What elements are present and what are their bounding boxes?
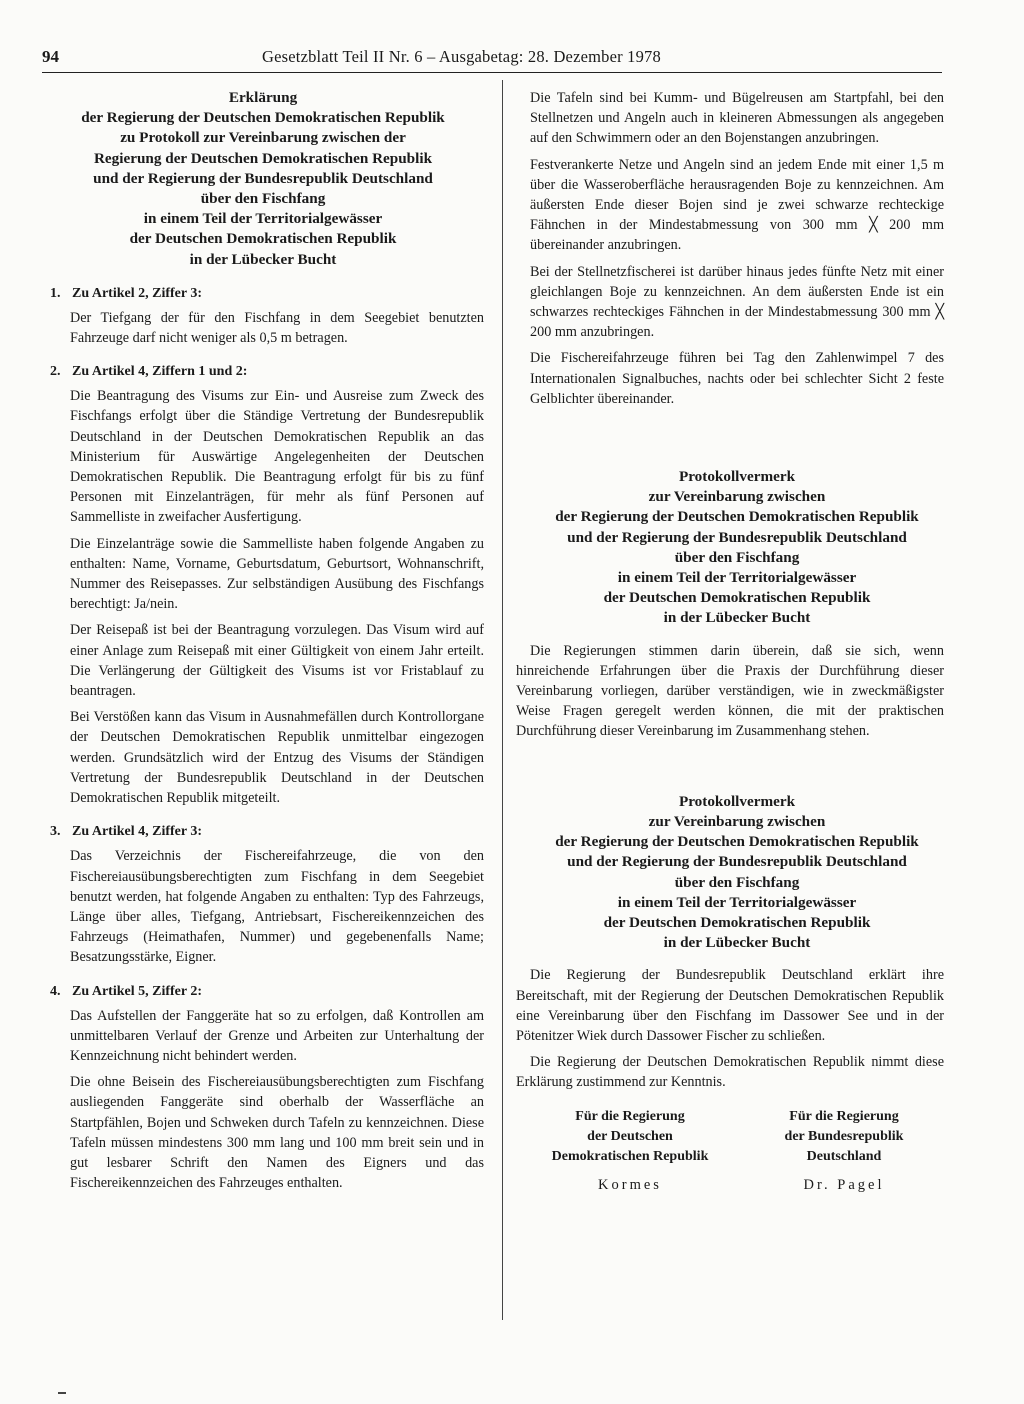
title-line: Regierung der Deutschen Demokratischen Republik [93,149,433,167]
paragraph: Der Reisepaß ist bei der Beantragung vorzulegen. Das Visum wird auf einer Anlage zum Reisepaß mit einer Gültigkeit von einem Jahr erteilt. Die Verlängerung der Gültigkeit des Visums ist vor Fristablauf zu beantragen. [70,622,484,700]
title-line: über den Fischfang [674,873,800,891]
header-rule [42,72,942,73]
paragraph: Der Tiefgang der für den Fischfang in dem Seegebiet benutzten Fahrzeuge darf nicht weniger als 0,5 m betragen. [70,309,484,347]
paragraph: Die Tafeln sind bei Kumm- und Bügelreusen am Startpfahl, bei den Stellnetzen und Angeln auch in kleineren Abmessungen als angegeben auf den Schwimmern oder an den Bojenstangen anzubringen. [530,90,944,147]
title-line: zu Protokoll zur Vereinbarung zwischen der [120,129,406,147]
gazette-title: Gesetzblatt Teil II Nr. 6 – Ausgabetag: 28. Dezember 1978 [262,47,661,66]
declaration-title [42,88,484,270]
paragraph: Die Fischereifahrzeuge führen bei Tag den Zahlenwimpel 7 des Internationalen Signalbuches, nachts oder bei schlechter Sicht 2 feste Gelblichter übereinander. [530,350,944,407]
title-line: der Regierung der Deutschen Demokratischen Republik [81,109,445,127]
paragraph: Die Einzelanträge sowie die Sammelliste haben folgende Angaben zu enthalten: Name, Vorname, Geburtsdatum, Geburtsort, Wohnanschrift, Nummer des Reisepasses. Zur selbständigen Ausübung des Fischfangs berechtigt: Ja/nein. [70,535,484,613]
title-line: über den Fischfang [674,548,800,566]
item-number: 1. [50,285,61,301]
title-line: und der Regierung der Bundesrepublik Deutschland [567,528,907,546]
paragraph: Bei der Stellnetzfischerei ist darüber hinaus jedes fünfte Netz mit einer gleichlangen Boje zu kennzeichnen. An dem äußersten Ende ist ein schwarzes rechteckiges Fähnchen in der Mindestabmessung 300 mm ╳ 200 mm anzubringen. [530,263,944,341]
title-line: der Deutschen Demokratischen Republik [603,913,871,931]
signature-row [530,1107,944,1194]
item-heading [50,984,484,1000]
signature-block-ddr [530,1107,730,1194]
print-mark [58,1392,66,1394]
signature-title-line: Für die Regierung [789,1108,899,1124]
item-heading-text: Zu Artikel 4, Ziffern 1 und 2: [72,364,248,380]
signature-title-line: der Bundesrepublik [784,1128,904,1144]
title-line: Protokollvermerk [678,792,796,810]
section-spacer [530,748,944,792]
title-line: in der Lübecker Bucht [189,250,337,268]
protocol-note-2-title [530,792,944,954]
paragraph: Die Regierung der Bundesrepublik Deutschland erklärt ihre Bereitschaft, mit der Regierung der Deutschen Demokratischen Republik eine Vereinbarung über den Fischfang im Dassower See und in der Pötenitzer Wiek durch Dassower Fischer zu schließen. [516,967,944,1044]
column-divider [502,80,503,1320]
paragraph: Die Regierungen stimmen darin überein, daß sie sich, wenn hinreichende Erfahrungen über die Praxis der Durchführung dieser Vereinbarung vorliegen, darüber verständigen, wie in zweckmäßigster Weise Fragen geregelt werden können, die mit der praktischen Durchführung dieser Vereinbarung im Zusammenhang stehen. [516,642,944,740]
item-number: 4. [50,983,61,999]
section-spacer [530,415,944,467]
signature-title-line: Deutschland [806,1148,882,1164]
title-line: Protokollvermerk [678,468,796,486]
title-line: in der Lübecker Bucht [663,609,811,627]
item-heading-text: Zu Artikel 2, Ziffer 3: [72,285,203,301]
item-heading [50,824,484,840]
left-column [42,88,484,1199]
item-heading-text: Zu Artikel 5, Ziffer 2: [72,983,203,999]
signatory-name: Dr. Pagel [803,1176,885,1193]
title-line: der Deutschen Demokratischen Republik [129,230,397,248]
page-header [42,47,942,71]
title-line: und der Regierung der Bundesrepublik Deutschland [567,853,907,871]
paragraph: Die Beantragung des Visums zur Ein- und Ausreise zum Zweck des Fischfangs erfolgt über die Ständige Vertretung der Bundesrepublik Deutschland in der Deutschen Demokratischen Republik an das Ministerium für Auswärtige Angelegenheiten der Deutschen Demokratischen Republik. Die Beantragung erfolgt für bis zu fünf Personen mit Einzelanträgen, für mehr als fünf Personen auf Sammelliste in zweifacher Ausfertigung. [70,388,484,526]
item-heading [50,286,484,302]
paragraph: Die ohne Beisein des Fischereiausübungsberechtigten zum Fischfang ausliegenden Fanggeräte sind oberhalb der Wasserfläche an Startpfählen, Bojen und Schweken durch Tafeln zu kennzeichnen. Diese Tafeln müssen mindestens 300 mm lang und 100 mm breit sein und in gut lesbarer Schrift den Namen des Eigners und das Fischereikennzeichen des Fahrzeuges enthalten. [70,1074,484,1192]
title-line: zur Vereinbarung zwischen [648,812,826,830]
title-line: in einem Teil der Territorialgewässer [617,893,857,911]
title-line: in der Lübecker Bucht [663,934,811,952]
title-line: in einem Teil der Territorialgewässer [617,569,857,587]
paragraph: Das Aufstellen der Fanggeräte hat so zu erfolgen, daß Kontrollen am unmittelbaren Verlauf der Grenze und Arbeiten zur Unterhaltung der Kennzeichnung nicht behindert werden. [70,1007,484,1064]
title-line: der Deutschen Demokratischen Republik [603,589,871,607]
paragraph: Festverankerte Netze und Angeln sind an jedem Ende mit einer 1,5 m über die Wasseroberfläche herausragenden Boje zu kennzeichnen. Am äußersten Ende dieser Bojen sind je zwei schwarze rechteckige Fähnchen in der Mindestabmessung von 300 mm ╳ 200 mm übereinander anzubringen. [530,156,944,254]
title-line: zur Vereinbarung zwischen [648,488,826,506]
title-line: der Regierung der Deutschen Demokratischen Republik [555,833,919,851]
paragraph: Das Verzeichnis der Fischereifahrzeuge, die von den Fischereiausübungsberechtigten zum Fischfang in dem Seegebiet benutzt werden, hat folgende Angaben zu enthalten: Typ des Fahrzeugs, Länge über alles, Tiefgang, Antriebsart, Fischereikennzeichen des Fahrzeugs (Heimathafen, Nummer) und gegebenenfalls Name; Besatzungsstärke, Eigner. [70,848,484,966]
right-column [516,88,944,1194]
title-line: der Regierung der Deutschen Demokratischen Republik [555,508,919,526]
title-line: über den Fischfang [200,190,326,208]
title-line: in einem Teil der Territorialgewässer [143,210,383,228]
protocol-note-1-title [530,467,944,629]
item-heading [50,364,484,380]
paragraph: Die Regierung der Deutschen Demokratischen Republik nimmt diese Erklärung zustimmend zur Kenntnis. [516,1054,944,1091]
signatory-name: Kormes [598,1176,662,1193]
signature-title-line: Demokratischen Republik [551,1148,709,1164]
title-line: und der Regierung der Bundesrepublik Deutschland [93,169,433,187]
item-heading-text: Zu Artikel 4, Ziffer 3: [72,824,203,840]
signature-title-line: Für die Regierung [575,1108,685,1124]
item-number: 2. [50,364,61,380]
item-number: 3. [50,824,61,840]
title-line: Erklärung [228,89,298,106]
signature-title-line: der Deutschen [587,1128,673,1144]
paragraph: Bei Verstößen kann das Visum in Ausnahmefällen durch Kontrollorgane der Deutschen Demokratischen Republik unmittelbar eingezogen werden. Grundsätzlich wird der Entzug des Visums der Ständigen Vertretung der Bundesrepublik Deutschland in der Deutschen Demokratischen Republik mitgeteilt. [70,709,484,807]
signature-block-brd [744,1107,944,1194]
page-number: 94 [42,47,59,66]
